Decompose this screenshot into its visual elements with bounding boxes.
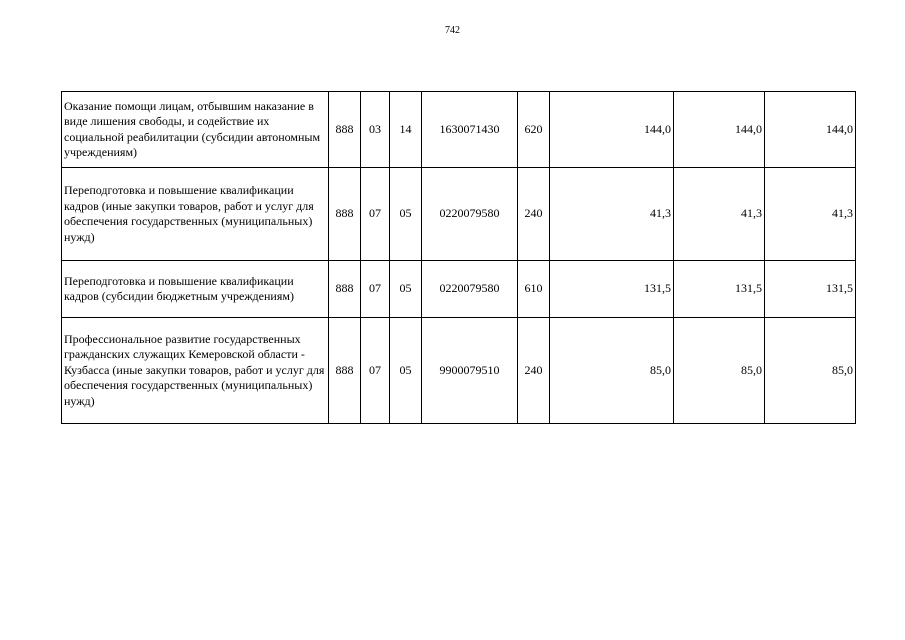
page-number: 742	[445, 25, 460, 36]
row-gr-code: 888	[329, 92, 361, 168]
table-row	[62, 261, 856, 318]
row-gr-code: 888	[329, 168, 361, 261]
row-sum-1: 85,0	[550, 318, 674, 424]
row-csr-code: 0220079580	[422, 168, 518, 261]
row-pr-code: 05	[390, 261, 422, 318]
row-sum-2: 131,5	[674, 261, 765, 318]
row-gr-code: 888	[329, 261, 361, 318]
row-name: Переподготовка и повышение квалификации кадров (субсидии бюджетным учреждениям)	[62, 261, 329, 318]
table-row	[62, 168, 856, 261]
row-gr-code: 888	[329, 318, 361, 424]
row-vr-code: 240	[518, 168, 550, 261]
row-vr-code: 610	[518, 261, 550, 318]
row-sum-2: 85,0	[674, 318, 765, 424]
row-pr-code: 05	[390, 318, 422, 424]
row-sum-3: 41,3	[765, 168, 856, 261]
row-pr-code: 05	[390, 168, 422, 261]
row-vr-code: 240	[518, 318, 550, 424]
row-sum-3: 144,0	[765, 92, 856, 168]
row-name: Оказание помощи лицам, отбывшим наказание в виде лишения свободы, и содействие их социальной реабилитации (субсидии автономным учреждениям)	[62, 92, 329, 168]
row-sum-3: 131,5	[765, 261, 856, 318]
row-rz-code: 03	[361, 92, 390, 168]
row-sum-1: 41,3	[550, 168, 674, 261]
row-vr-code: 620	[518, 92, 550, 168]
row-sum-1: 131,5	[550, 261, 674, 318]
row-rz-code: 07	[361, 168, 390, 261]
row-sum-3: 85,0	[765, 318, 856, 424]
row-csr-code: 0220079580	[422, 261, 518, 318]
budget-table	[61, 91, 856, 424]
row-name: Профессиональное развитие государственных гражданских служащих Кемеровской области - Кузбасса (иные закупки товаров, работ и услуг для обеспечения государственных (муниципальных) нужд)	[62, 318, 329, 424]
row-pr-code: 14	[390, 92, 422, 168]
row-csr-code: 9900079510	[422, 318, 518, 424]
row-name: Переподготовка и повышение квалификации кадров (иные закупки товаров, работ и услуг для обеспечения государственных (муниципальных) нужд)	[62, 168, 329, 261]
table-row	[62, 318, 856, 424]
row-csr-code: 1630071430	[422, 92, 518, 168]
row-rz-code: 07	[361, 318, 390, 424]
row-sum-1: 144,0	[550, 92, 674, 168]
row-rz-code: 07	[361, 261, 390, 318]
table-row	[62, 92, 856, 168]
row-sum-2: 41,3	[674, 168, 765, 261]
row-sum-2: 144,0	[674, 92, 765, 168]
